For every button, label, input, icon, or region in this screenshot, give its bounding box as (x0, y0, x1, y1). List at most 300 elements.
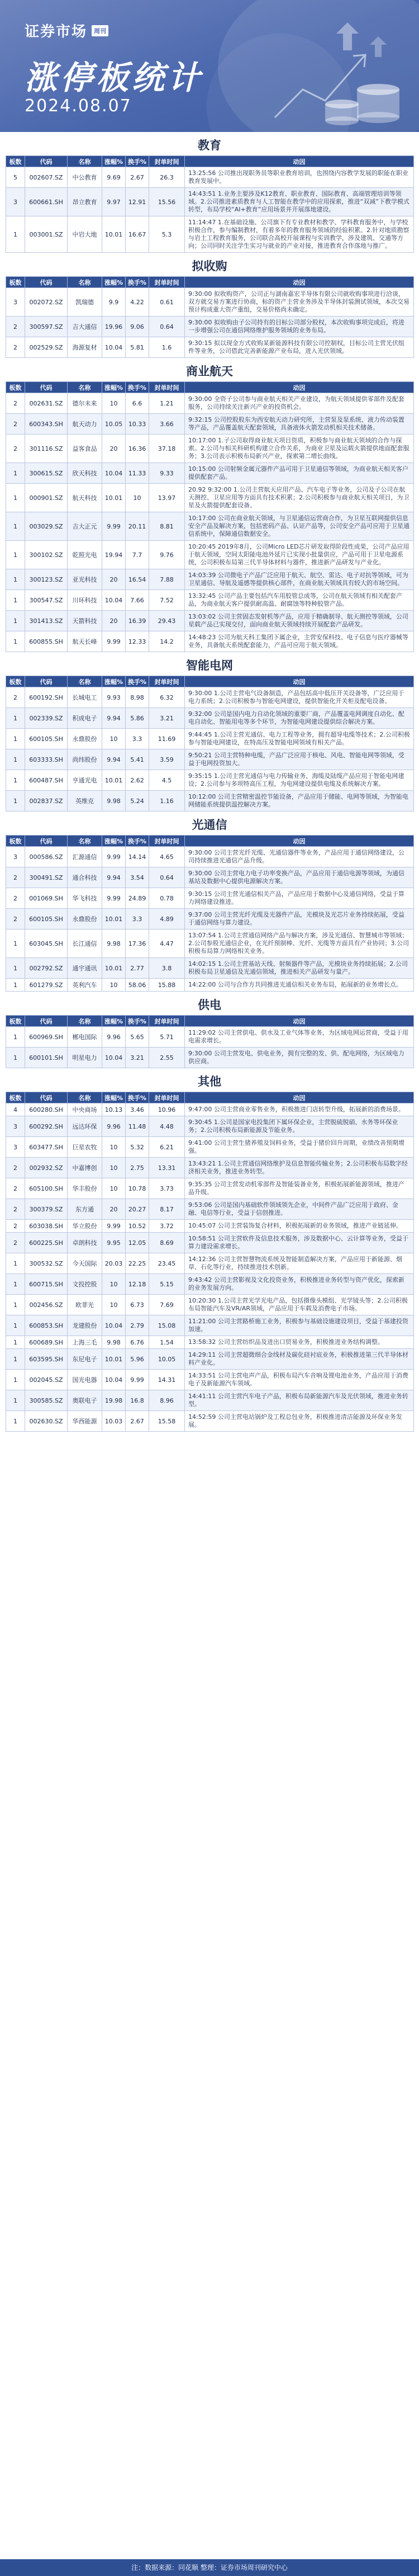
board-count: 1 (6, 1027, 25, 1048)
reason: 14:02:15 1.公司主营基站天线、射频器件等产品，光模块业务持续拓展；2.公司积极布局卫星通信及光通信领域，推进相关产品研发与量产。 (185, 958, 414, 979)
stock-code: 001069.SH (25, 888, 68, 909)
column-header: 代码 (25, 836, 68, 847)
stock-code: 002837.SZ (25, 791, 68, 812)
stock-code: 605100.SH (25, 1178, 68, 1199)
column-header: 板数 (6, 1016, 25, 1027)
seal-time: 5.3 (149, 216, 185, 253)
limit-up-table (6, 1092, 414, 1432)
stock-name: 巨星农牧 (68, 1137, 102, 1158)
column-header: 涨幅% (102, 277, 126, 288)
rise-pct: 9.96 (102, 1027, 126, 1048)
column-header: 封单时间 (149, 382, 185, 393)
column-header: 涨幅% (102, 836, 126, 847)
board-count: 2 (6, 337, 25, 358)
reason: 10:17:00 1.子公司取得商业航天项目资质，积极参与商业航天领域的合作与探索。2.公司与相关科研机构建立合作关系，为商业卫星及运载火箭提供地面配套服务；3.公司表示积极布局新兴产业，探索第二增长曲线。 (185, 435, 414, 463)
stock-name: 航天动力 (68, 414, 102, 435)
seal-time: 13.97 (149, 484, 185, 512)
stock-name: 永鼎股份 (68, 729, 102, 749)
stock-code: 300491.SZ (25, 867, 68, 888)
seal-time: 6.21 (149, 1137, 185, 1158)
section-title: 其他 (198, 1075, 221, 1088)
reason: 9:30:00 拟收购由子公司持有的目标公司部分股权，本次收购事项完成后，将进一步增强公司在通信网络维护服务领域的业务布局。 (185, 317, 414, 337)
turnover-pct: 2.62 (126, 770, 149, 791)
column-header: 板数 (6, 676, 25, 687)
board-count: 1 (6, 484, 25, 512)
stock-name: 乾照光电 (68, 541, 102, 569)
table-row (6, 888, 414, 909)
seal-time: 10.05 (149, 1349, 185, 1370)
stock-name: 尚纬股份 (68, 749, 102, 770)
seal-time: 4.65 (149, 847, 185, 867)
rise-pct: 9.97 (102, 188, 126, 216)
stock-name: 永鼎股份 (68, 909, 102, 930)
board-count: 1 (6, 631, 25, 652)
board-count: 1 (6, 1274, 25, 1295)
board-count: 1 (6, 541, 25, 569)
table-row (6, 1370, 414, 1390)
rise-pct: 10.04 (102, 1048, 126, 1068)
turnover-pct: 3.54 (126, 867, 149, 888)
column-header: 板数 (6, 382, 25, 393)
reason: 14:41:11 公司主营汽车电子产品，积极布局新能源汽车及光伏领域，推进业务转型。 (185, 1390, 414, 1411)
table-row (6, 1137, 414, 1158)
rise-pct: 10.04 (102, 1315, 126, 1336)
rise-pct: 20.03 (102, 1253, 126, 1274)
reason: 10:58:51 公司主营软件及信息技术服务，涉及数据中心、云计算等业务，受益于算力建设需求增长。 (185, 1233, 414, 1253)
rise-pct: 10.01 (102, 1349, 126, 1370)
table-row (6, 1349, 414, 1370)
reason: 11:29:02 公司主营供电、供水及工业气体等业务，为区域电网运营商，受益于用电需求增长。 (185, 1027, 414, 1048)
table-row (6, 909, 414, 930)
turnover-pct: 10.78 (126, 1178, 149, 1199)
board-count: 2 (6, 1233, 25, 1253)
section (0, 358, 419, 652)
report-date: 2024.08.07 (25, 96, 132, 116)
limit-up-table (6, 381, 414, 652)
stock-name: 吉大通信 (68, 317, 102, 337)
section-title: 商业航天 (186, 365, 233, 378)
table-row (6, 435, 414, 463)
table-row (6, 1253, 414, 1274)
seal-time: 7.69 (149, 1295, 185, 1315)
seal-time: 3.8 (149, 958, 185, 979)
table-row (6, 288, 414, 317)
stock-code: 300615.SZ (25, 463, 68, 484)
reason: 11:14:47 1.在基础设施、公司旗下有专业教材和教学、学科教育服务中，与学校积极合作，参与编制教材，有着多年的教育服务领域的经验积累。2.针对地质勘察与岩土工程教育服务，公司联合高校开展课程与实训教学，涉及建筑、交通等方向；公司同时关注学生实习与就业的产业对接，推进教育合作落地与推广。 (185, 216, 414, 253)
turnover-pct: 16.8 (126, 1390, 149, 1411)
reason: 14:33:51 公司主营电声产品，积极布局汽车音响及锂电池业务，产品应用于消费电子及新能源汽车领域。 (185, 1370, 414, 1390)
reason: 14:12:36 公司主营智慧物流系统及智能制造解决方案，产品应用于新能源、烟草、石化等行业，持续推进技术创新。 (185, 1253, 414, 1274)
board-count: 1 (6, 930, 25, 958)
reason: 9:35:35 公司主营发动机零部件及智能装备业务，积极拓展新能源领域，推进产品升级。 (185, 1178, 414, 1199)
reason: 13:32:45 公司产品主要包括汽车用胶管总成等，公司在航天领域有相关配套产品，为商业航天客户提供耐高温、耐腐蚀等特种胶管产品。 (185, 590, 414, 611)
board-count: 3 (6, 1137, 25, 1158)
stock-code: 002529.SZ (25, 337, 68, 358)
rise-pct: 10 (102, 1274, 126, 1295)
rise-pct: 9.99 (102, 512, 126, 541)
rise-pct: 10 (102, 393, 126, 414)
table-row (6, 1411, 414, 1432)
rise-pct: 10.05 (102, 414, 126, 435)
rise-pct: 10.13 (102, 1103, 126, 1116)
seal-time: 7.52 (149, 590, 185, 611)
reason: 9:30:00 公司主营光纤光缆、光通信器件等业务，产品应用于通信网络建设，公司持续推进光通信产品升级。 (185, 847, 414, 867)
turnover-pct: 5.81 (126, 337, 149, 358)
board-count: 2 (6, 1158, 25, 1178)
seal-time: 4.47 (149, 930, 185, 958)
stock-code: 003029.SZ (25, 512, 68, 541)
column-header: 动因 (185, 156, 414, 167)
column-header: 动因 (185, 676, 414, 687)
stock-code: 600715.SH (25, 1274, 68, 1295)
section (0, 132, 419, 253)
stock-code: 603595.SH (25, 1349, 68, 1370)
stock-name: 奥联电子 (68, 1390, 102, 1411)
table-row (6, 979, 414, 992)
reason: 9:30:00 公司主营发电、供电业务，拥有完整的发、供、配电网络，为区域电力供应商。 (185, 1048, 414, 1068)
board-count: 3 (6, 847, 25, 867)
table-header-row (6, 1092, 414, 1103)
seal-time: 13.31 (149, 1158, 185, 1178)
stock-code: 002630.SZ (25, 1411, 68, 1432)
reason: 9:32:15 公司控股股东为西安航天动力研究所，主营泵及泵系统、液力传动装置等产品，产品覆盖航天配套领域，具备液体火箭发动机相关技术储备。 (185, 414, 414, 435)
section-title: 光通信 (192, 818, 227, 832)
rise-pct: 20 (102, 1199, 126, 1220)
turnover-pct: 12.18 (126, 1274, 149, 1295)
banner (0, 0, 419, 132)
section-title: 拟收购 (192, 260, 227, 273)
turnover-pct: 9.99 (126, 1370, 149, 1390)
reason: 9:30:45 1.公司是国家电投集团下属环保企业，主营脱硫脱硝、水务等环保业务；2.公司积极布局新能源及节能业务。 (185, 1116, 414, 1137)
stock-name: 华立股份 (68, 1220, 102, 1233)
column-header: 动因 (185, 1016, 414, 1027)
stock-name: 卓朗科技 (68, 1233, 102, 1253)
table-row (6, 569, 414, 590)
seal-time: 15.88 (149, 979, 185, 992)
rise-pct: 19.96 (102, 317, 126, 337)
column-header: 名称 (68, 836, 102, 847)
reason: 9:30:00 拟收购资产，公司正与湖南嘉宏半导体有限公司就收购事项进行洽谈，双方就交易方案进行协商，标的资产主营业务涉及半导体封装测试领域，本次交易预计构成重大资产重组，交易价格尚未确定。 (185, 288, 414, 317)
column-header: 名称 (68, 676, 102, 687)
seal-time: 0.78 (149, 888, 185, 909)
table-row (6, 847, 414, 867)
table-row (6, 631, 414, 652)
turnover-pct: 5.96 (126, 1349, 149, 1370)
limit-up-table (6, 276, 414, 358)
stock-code: 300123.SZ (25, 569, 68, 590)
page-title: 涨停板统计 (25, 59, 204, 97)
stock-name: 龙建股份 (68, 1315, 102, 1336)
rise-pct: 9.95 (102, 1233, 126, 1253)
table-row (6, 930, 414, 958)
board-count: 1 (6, 1253, 25, 1274)
table-row (6, 1315, 414, 1336)
rise-pct: 9.98 (102, 930, 126, 958)
turnover-pct: 22.25 (126, 1253, 149, 1274)
table-header-row (6, 156, 414, 167)
turnover-pct: 12.05 (126, 1233, 149, 1253)
stock-code: 600105.SH (25, 909, 68, 930)
column-header: 名称 (68, 277, 102, 288)
stock-name: 中央商场 (68, 1103, 102, 1116)
table-row (6, 1220, 414, 1233)
reason: 9:37:00 公司主营光纤光缆及光器件产品，光模块及光芯片业务持续拓展，受益于通信网络与算力建设。 (185, 909, 414, 930)
stock-code: 600855.SH (25, 631, 68, 652)
stock-code: 300379.SZ (25, 1199, 68, 1220)
reason: 13:58:32 公司主营纺织品及进出口贸易业务，积极推进业务结构调整。 (185, 1336, 414, 1349)
column-header: 换手% (126, 1092, 149, 1103)
stock-name: 今天国际 (68, 1253, 102, 1274)
stock-name: 明星电力 (68, 1048, 102, 1068)
column-header: 代码 (25, 1016, 68, 1027)
stock-code: 603477.SH (25, 1137, 68, 1158)
section (0, 652, 419, 812)
stock-name: 天箭科技 (68, 611, 102, 631)
limit-up-table (6, 676, 414, 812)
reason: 9:47:00 公司主营商业零售业务，积极推进门店转型升级，拓展新的消费场景。 (185, 1103, 414, 1116)
turnover-pct: 12.33 (126, 631, 149, 652)
seal-time: 9.33 (149, 463, 185, 484)
turnover-pct: 3.3 (126, 909, 149, 930)
seal-time: 8.17 (149, 1199, 185, 1220)
table-row (6, 1027, 414, 1048)
seal-time: 1.16 (149, 791, 185, 812)
table-row (6, 770, 414, 791)
seal-time: 14.31 (149, 1370, 185, 1390)
table-row (6, 1199, 414, 1220)
rise-pct: 10 (102, 979, 126, 992)
table-row (6, 729, 414, 749)
table-row (6, 791, 414, 812)
rise-pct: 10.04 (102, 337, 126, 358)
stock-name: 国光电器 (68, 1370, 102, 1390)
column-header: 板数 (6, 836, 25, 847)
turnover-pct: 14.14 (126, 847, 149, 867)
rise-pct: 20 (102, 569, 126, 590)
stock-name: 欣天科技 (68, 463, 102, 484)
reason: 14:52:59 公司主营电站锅炉及工程总包业务，积极推进清洁能源及环保业务发展。 (185, 1411, 414, 1432)
rise-pct: 10 (102, 1178, 126, 1199)
reason: 20.92 9:32:00 1.公司主营航天应用产品、汽车电子等业务，公司及子公司在航天测控、卫星应用等方面具有技术积累；2.公司积极参与商业航天相关项目，为卫星及火箭提供配套设备。 (185, 484, 414, 512)
stock-code: 600292.SH (25, 1116, 68, 1137)
column-header: 涨幅% (102, 676, 126, 687)
reason: 11:21:00 公司主营路桥施工业务，积极参与基础设施建设项目，受益于基建投资加速。 (185, 1315, 414, 1336)
stock-code: 600969.SH (25, 1027, 68, 1048)
table-row (6, 484, 414, 512)
limit-up-table (6, 155, 414, 253)
rise-pct: 10 (102, 1295, 126, 1315)
seal-time: 5.15 (149, 1274, 185, 1295)
board-count: 2 (6, 317, 25, 337)
rise-pct: 20 (102, 611, 126, 631)
reason: 14:03:39 公司微电子产品广泛应用于航天、航空、雷达、电子对抗等领域，可为卫星通信、导航及遥感等提供核心部件，在商业航天领域具有较大的市场空间。 (185, 569, 414, 590)
stock-name: 长江通信 (68, 930, 102, 958)
stock-name: 华飞科技 (68, 888, 102, 909)
turnover-pct: 16.36 (126, 435, 149, 463)
seal-time: 3.73 (149, 1178, 185, 1199)
section (0, 992, 419, 1068)
seal-time: 15.56 (149, 188, 185, 216)
reason: 9:32:00 公司是国内电力自动化领域的重要厂商，产品覆盖电网调度自动化、配电自动化、智能用电等多个环节，为智能电网建设提供综合解决方案。 (185, 708, 414, 729)
reason: 10:12:00 公司主营精密温控节能设备，产品应用于储能、电网等领域，为智能电网储能系统提供温控解决方案。 (185, 791, 414, 812)
table-row (6, 611, 414, 631)
column-header: 动因 (185, 1092, 414, 1103)
rise-pct: 9.94 (102, 708, 126, 729)
stock-code: 300102.SZ (25, 541, 68, 569)
stock-name: 通合科技 (68, 867, 102, 888)
stock-name: 华西能源 (68, 1411, 102, 1432)
reason: 13:03:02 公司主营固态发射机等产品，应用于精确制导、航天测控等领域，公司星载产品已实现交付，面向商业航天领域持续开展配套产品研发。 (185, 611, 414, 631)
turnover-pct: 6.6 (126, 393, 149, 414)
rise-pct: 10 (102, 729, 126, 749)
stock-name: 英利汽车 (68, 979, 102, 992)
reason: 9:30:00 公司主营电力电子功率变换产品，产品应用于通信电源等领域，为通信基站及数据中心提供电源解决方案。 (185, 867, 414, 888)
stock-code: 300532.SZ (25, 1253, 68, 1274)
table-row (6, 167, 414, 188)
seal-time: 8.81 (149, 512, 185, 541)
reason: 9:44:45 1.公司主营光通信、电力工程等业务，拥有超导电缆等技术；2.公司积极参与智能电网建设，在特高压及智能电网领域有相关产品。 (185, 729, 414, 749)
brand-name: 证券市场 (25, 23, 88, 40)
board-count: 2 (6, 1178, 25, 1199)
stock-code: 603333.SH (25, 749, 68, 770)
turnover-pct: 2.79 (126, 1315, 149, 1336)
reason: 9:41:00 公司主营生猪养殖及饲料业务，受益于猪价回升周期，业绩改善预期增强。 (185, 1137, 414, 1158)
turnover-pct: 10.52 (126, 1220, 149, 1233)
stock-name: 川环科技 (68, 590, 102, 611)
board-count: 1 (6, 729, 25, 749)
turnover-pct: 5.41 (126, 749, 149, 770)
table-row (6, 337, 414, 358)
column-header: 代码 (25, 1092, 68, 1103)
brand-logo (25, 20, 108, 41)
table-row (6, 414, 414, 435)
table-row (6, 541, 414, 569)
board-count: 3 (6, 288, 25, 317)
stock-name: 东尼电子 (68, 1349, 102, 1370)
table-row (6, 1336, 414, 1349)
stock-code: 600343.SH (25, 414, 68, 435)
sections-container (0, 132, 419, 1432)
rise-pct: 10 (102, 1137, 126, 1158)
turnover-pct: 5.65 (126, 1027, 149, 1048)
seal-time: 15.08 (149, 1315, 185, 1336)
seal-time: 5.71 (149, 1027, 185, 1048)
turnover-pct: 6.73 (126, 1295, 149, 1315)
stock-name: 亚光科技 (68, 569, 102, 590)
column-header: 名称 (68, 1016, 102, 1027)
section (0, 253, 419, 358)
stock-name: 远达环保 (68, 1116, 102, 1137)
reason: 14:22:00 公司与合作方共同推进光通信相关业务布局，拓展新的业务增长点。 (185, 979, 414, 992)
footer-note: 注：数据来源：同花顺 整理：证券市场周刊研究中心 (0, 2559, 419, 2576)
table-row (6, 749, 414, 770)
seal-time: 3.59 (149, 749, 185, 770)
column-header: 板数 (6, 277, 25, 288)
seal-time: 4.48 (149, 1116, 185, 1137)
stock-name: 中嘉博创 (68, 1158, 102, 1178)
board-count: 1 (6, 1315, 25, 1336)
rise-pct: 10.01 (102, 909, 126, 930)
stock-code: 600661.SH (25, 188, 68, 216)
column-header: 名称 (68, 382, 102, 393)
turnover-pct: 20.27 (126, 1199, 149, 1220)
rise-pct: 9.98 (102, 1336, 126, 1349)
reason: 9:30:00 全资子公司参与商业航天相关产业建设，为航天领域提供零部件及配套服务，公司持续关注新兴产业的投资机会。 (185, 393, 414, 414)
turnover-pct: 10 (126, 484, 149, 512)
table-row (6, 1390, 414, 1411)
table-row (6, 317, 414, 337)
stock-name: 亨通光电 (68, 770, 102, 791)
rise-pct: 9.98 (102, 791, 126, 812)
reason: 13:25:56 公司推出现职务员等职业教育培训，也围绕内容教学发展的职能在职业教育发展中。 (185, 167, 414, 188)
reason: 9:30:15 拟以现金方式收购某新能源科技有限公司控制权，目标公司主营光伏组件等业务，公司借此完善新能源产业布局，进入光伏领域。 (185, 337, 414, 358)
reason: 13:43:21 1.公司主营通信网络维护及信息智能传输业务；2.公司积极布局数字经济相关业务，推进业务转型。 (185, 1158, 414, 1178)
board-count: 1 (6, 749, 25, 770)
rise-pct: 9.99 (102, 1220, 126, 1233)
seal-time: 0.61 (149, 288, 185, 317)
turnover-pct: 16.54 (126, 569, 149, 590)
rise-pct: 10.04 (102, 1370, 126, 1390)
reason: 10:20:30 1.公司主营光学光电产品，包括摄像头模组、光学镜头等；2.公司积极布局智能汽车及VR/AR领域，产品应用于车载及消费电子市场。 (185, 1295, 414, 1315)
stock-name: 上海三毛 (68, 1336, 102, 1349)
reason: 9:53:06 公司是国内基础软件领域领先企业，中间件产品广泛应用于政府、金融、电信等行业，受益于信创推进。 (185, 1199, 414, 1220)
column-header: 封单时间 (149, 836, 185, 847)
stock-code: 002339.SZ (25, 708, 68, 729)
board-count: 2 (6, 888, 25, 909)
board-count: 1 (6, 708, 25, 729)
reason: 14:43:51 1.业务主要涉及K12教育、职业教育、国际教育、高端管理培训等领域。2.公司推进素质教育与人工智能在教学中的应用探索，推进“双减”下教学模式转型，布局学校“AI+教育”应用场景并开展落地建设。 (185, 188, 414, 216)
board-count: 2 (6, 687, 25, 708)
stock-code: 000901.SZ (25, 484, 68, 512)
seal-time: 9.76 (149, 541, 185, 569)
turnover-pct: 9.06 (126, 317, 149, 337)
rise-pct: 9.93 (102, 687, 126, 708)
rise-pct: 9.96 (102, 1116, 126, 1137)
reason: 10:20:45 2019年8月，公司Micro LED芯片研发取得阶段性成果，公司产品应用于航天领域，空间太阳能电池外延片已实现小批量供应，产品可用于卫星电源系统，公司积极布局第三代半导体材料与器件，推进新产品研发与产业化。 (185, 541, 414, 569)
board-count: 1 (6, 1336, 25, 1349)
seal-time: 2.55 (149, 1048, 185, 1068)
stock-code: 600689.SH (25, 1336, 68, 1349)
seal-time: 23.45 (149, 1253, 185, 1274)
board-count: 1 (6, 1411, 25, 1432)
turnover-pct: 17.36 (126, 930, 149, 958)
stock-code: 003001.SZ (25, 216, 68, 253)
reason: 9:30:15 公司主营光通信相关产品，产品应用于数据中心及通信网络，受益于算力网络建设推进。 (185, 888, 414, 909)
column-header: 动因 (185, 382, 414, 393)
reason: 9:35:15 1.公司主营光通信与电力传输业务，海缆及陆缆产品应用于智能电网建设；2.公司参与多项特高压工程，为电网建设提供电缆及系统解决方案。 (185, 770, 414, 791)
board-count: 1 (6, 216, 25, 253)
stock-code: 002045.SZ (25, 1370, 68, 1390)
board-count: 1 (6, 512, 25, 541)
rise-pct: 9.99 (102, 888, 126, 909)
stock-name: 郴电国际 (68, 1027, 102, 1048)
turnover-pct: 5.86 (126, 708, 149, 729)
stock-name: 昂立教育 (68, 188, 102, 216)
column-header: 换手% (126, 382, 149, 393)
stock-name: 通宇通讯 (68, 958, 102, 979)
board-count: 1 (6, 569, 25, 590)
board-count: 1 (6, 463, 25, 484)
column-header: 动因 (185, 277, 414, 288)
stock-code: 600225.SH (25, 1233, 68, 1253)
stock-code: 300597.SZ (25, 317, 68, 337)
column-header: 板数 (6, 1092, 25, 1103)
seal-time: 37.18 (149, 435, 185, 463)
turnover-pct: 16.39 (126, 611, 149, 631)
rise-pct: 9.99 (102, 631, 126, 652)
table-row (6, 1048, 414, 1068)
seal-time: 14.2 (149, 631, 185, 652)
